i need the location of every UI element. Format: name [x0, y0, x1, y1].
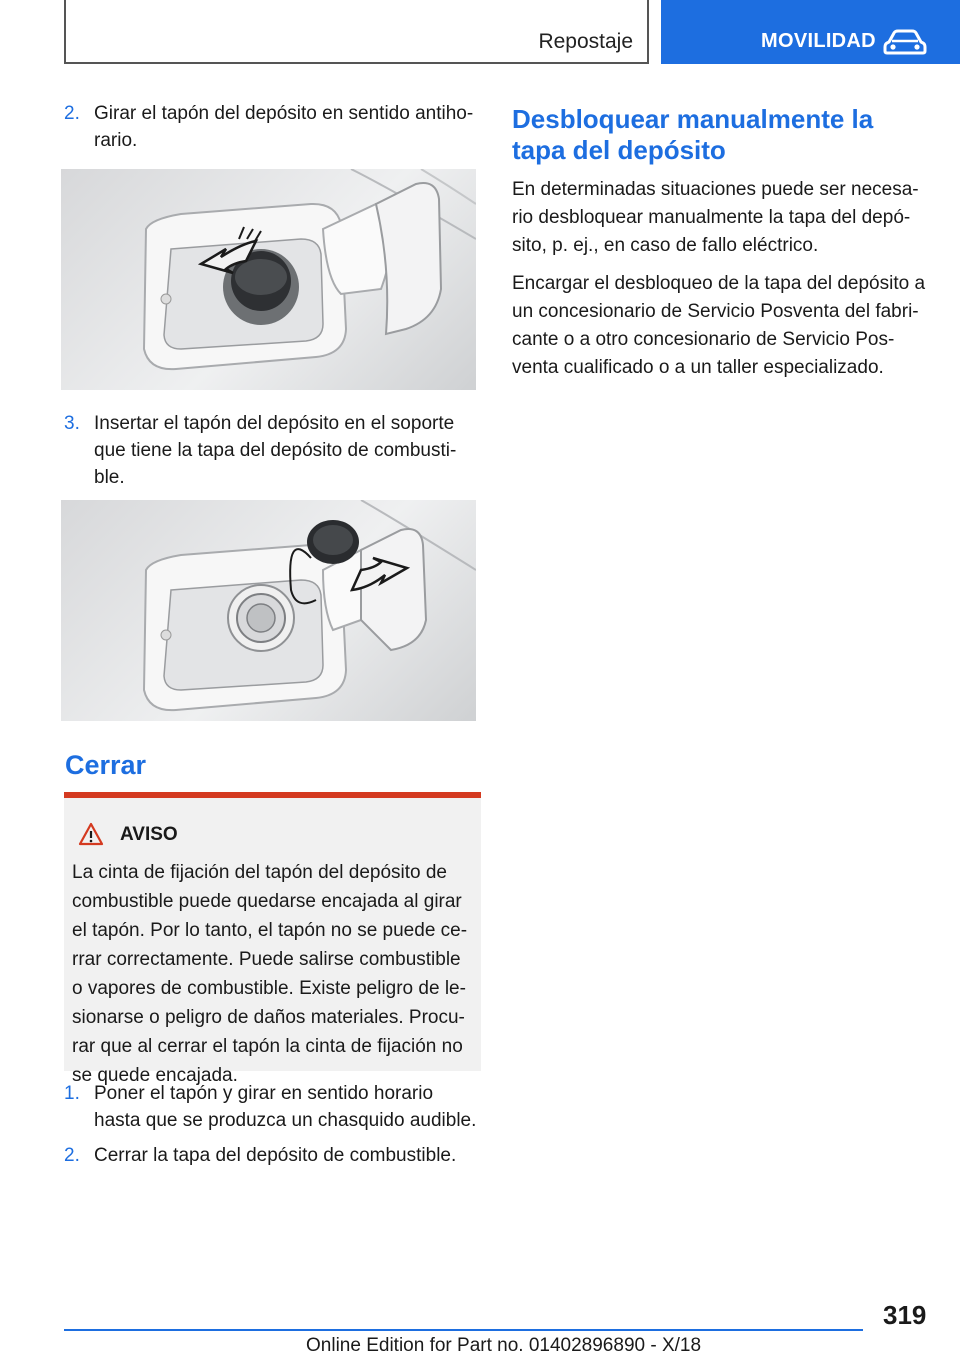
step-text: Cerrar la tapa del depósito de combustible. [94, 1145, 457, 1166]
footer-edition: Online Edition for Part no. 01402896890 - X/18 [306, 1335, 702, 1356]
list-item [64, 100, 478, 154]
fuel-cap-rotate-image [61, 169, 476, 390]
list-item [64, 1142, 478, 1169]
notice-header [72, 820, 473, 850]
left-column [64, 100, 478, 154]
header-section-title: Repostaje [538, 30, 633, 53]
right-column [512, 100, 927, 392]
list-item [64, 410, 478, 491]
list-item [64, 1080, 478, 1134]
step-number: 2. [64, 1145, 80, 1166]
step-number: 3. [64, 413, 80, 434]
warning-triangle-icon [78, 822, 104, 846]
car-icon [883, 28, 927, 56]
header-chapter-tab [661, 0, 960, 64]
left-column-step3 [64, 410, 478, 491]
step-text: Girar el tapón del depósito en sentido antiho-rario. [94, 103, 474, 151]
chapter-label: MOVILIDAD [761, 30, 876, 52]
step-text: Insertar el tapón del depósito en el soporte que tiene la tapa del depósito de combusti-ble. [94, 413, 457, 488]
notice-label: AVISO [120, 824, 178, 845]
page-number: 319 [883, 1300, 927, 1330]
section-title-close: Cerrar [65, 750, 147, 780]
header-section-box [64, 0, 649, 64]
fuel-cap-rotate-illustration [61, 169, 476, 390]
section-title-manual-unlock: Desbloquear manualmente la tapa del depósito [512, 104, 874, 165]
footer-divider [64, 1329, 863, 1331]
paragraph: Encargar el desbloqueo de la tapa del depósito a un concesionario de Servicio Posventa del fabri-cante o a otro concesionario de Servicio Pos-venta cualificado o a un taller especializado. [512, 273, 926, 378]
fuel-cap-holder-illustration [61, 500, 476, 721]
paragraph: En determinadas situaciones puede ser necesa-rio desbloquear manualmente la tapa del depó-sito, p. ej., en caso de fallo eléctrico. [512, 179, 919, 256]
left-column-close-steps [64, 1080, 478, 1169]
notice-text: La cinta de fijación del tapón del depósito de combustible puede quedarse encajada al girar el tapón. Por lo tanto, el tapón no se puede ce-rrar correctamente. Puede salirse combustible o vapores de combustible. Existe peligro de le-sionarse o peligro de daños materiales. Procu-rar que al cerrar el tapón la cinta de fijación no se quede encajada. [72, 862, 468, 1086]
step-number: 1. [64, 1083, 80, 1104]
notice-box [64, 792, 481, 1086]
fuel-cap-holder-image [61, 500, 476, 721]
step-text: Poner el tapón y girar en sentido horario hasta que se produzca un chasquido audible. [94, 1083, 477, 1131]
step-number: 2. [64, 103, 80, 124]
